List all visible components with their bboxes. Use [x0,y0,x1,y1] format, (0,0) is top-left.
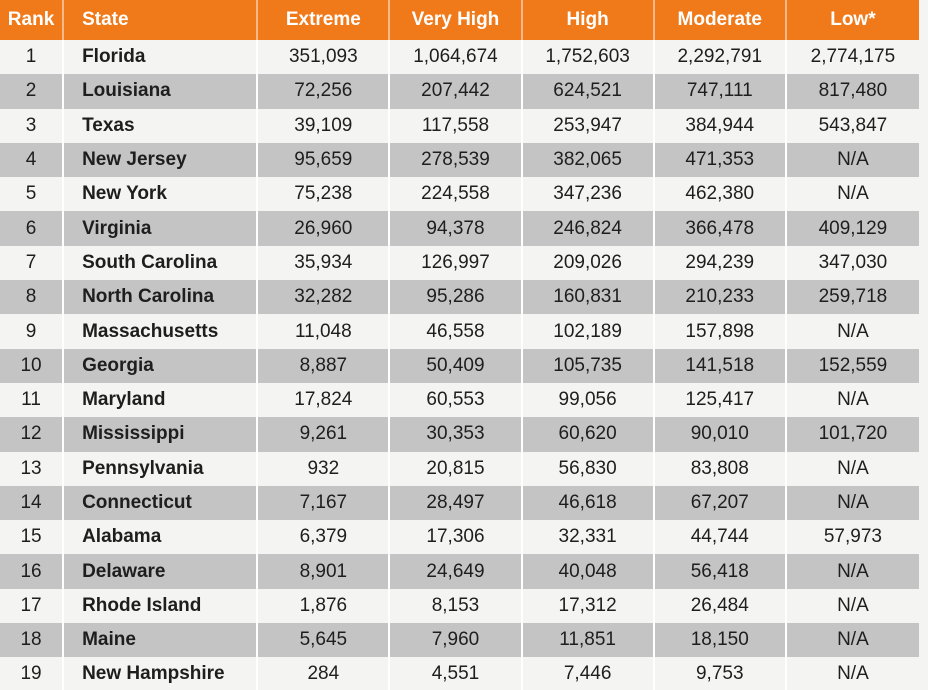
cell-extreme: 39,109 [258,109,390,143]
cell-state: Connecticut [64,486,258,520]
cell-state: Louisiana [64,74,258,108]
cell-high: 382,065 [523,143,655,177]
cell-very-high: 1,064,674 [390,40,522,74]
cell-high: 46,618 [523,486,655,520]
cell-extreme: 5,645 [258,623,390,657]
cell-high: 1,752,603 [523,40,655,74]
cell-high: 32,331 [523,520,655,554]
cell-rank: 11 [0,383,64,417]
cell-low: N/A [787,177,919,211]
cell-state: New Jersey [64,143,258,177]
cell-moderate: 44,744 [655,520,787,554]
cell-moderate: 210,233 [655,280,787,314]
cell-extreme: 7,167 [258,486,390,520]
header-moderate: Moderate [655,0,787,40]
header-low: Low* [787,0,919,40]
header-row [0,0,919,40]
cell-low: N/A [787,589,919,623]
header-very-high: Very High [390,0,522,40]
cell-very-high: 60,553 [390,383,522,417]
cell-moderate: 9,753 [655,657,787,690]
cell-extreme: 75,238 [258,177,390,211]
cell-high: 17,312 [523,589,655,623]
cell-high: 209,026 [523,246,655,280]
cell-low: N/A [787,657,919,690]
cell-rank: 1 [0,40,64,74]
cell-state: Georgia [64,349,258,383]
cell-state: Texas [64,109,258,143]
table-row [0,383,919,417]
table-row [0,246,919,280]
cell-very-high: 20,815 [390,452,522,486]
cell-very-high: 17,306 [390,520,522,554]
cell-rank: 8 [0,280,64,314]
cell-extreme: 72,256 [258,74,390,108]
table-row [0,143,919,177]
cell-high: 624,521 [523,74,655,108]
cell-moderate: 747,111 [655,74,787,108]
cell-very-high: 95,286 [390,280,522,314]
cell-very-high: 94,378 [390,211,522,245]
cell-low: 101,720 [787,417,919,451]
cell-moderate: 90,010 [655,417,787,451]
cell-state: New Hampshire [64,657,258,690]
cell-moderate: 18,150 [655,623,787,657]
table-row [0,40,919,74]
cell-extreme: 95,659 [258,143,390,177]
cell-state: Alabama [64,520,258,554]
cell-moderate: 462,380 [655,177,787,211]
cell-rank: 7 [0,246,64,280]
cell-extreme: 17,824 [258,383,390,417]
table-row [0,623,919,657]
cell-low: 409,129 [787,211,919,245]
cell-rank: 4 [0,143,64,177]
cell-high: 56,830 [523,452,655,486]
cell-low: N/A [787,383,919,417]
cell-extreme: 26,960 [258,211,390,245]
cell-extreme: 9,261 [258,417,390,451]
cell-very-high: 24,649 [390,554,522,588]
cell-extreme: 8,901 [258,554,390,588]
cell-low: N/A [787,452,919,486]
cell-extreme: 11,048 [258,314,390,348]
cell-state: Maine [64,623,258,657]
cell-low: 817,480 [787,74,919,108]
table-row [0,486,919,520]
cell-extreme: 284 [258,657,390,690]
cell-very-high: 30,353 [390,417,522,451]
cell-moderate: 366,478 [655,211,787,245]
cell-high: 7,446 [523,657,655,690]
cell-moderate: 157,898 [655,314,787,348]
cell-high: 160,831 [523,280,655,314]
cell-very-high: 28,497 [390,486,522,520]
cell-moderate: 26,484 [655,589,787,623]
cell-high: 246,824 [523,211,655,245]
cell-low: N/A [787,314,919,348]
cell-extreme: 35,934 [258,246,390,280]
cell-state: South Carolina [64,246,258,280]
cell-very-high: 46,558 [390,314,522,348]
cell-state: Maryland [64,383,258,417]
cell-extreme: 6,379 [258,520,390,554]
cell-rank: 9 [0,314,64,348]
cell-moderate: 141,518 [655,349,787,383]
cell-rank: 2 [0,74,64,108]
cell-moderate: 471,353 [655,143,787,177]
table-row [0,554,919,588]
cell-extreme: 351,093 [258,40,390,74]
cell-very-high: 278,539 [390,143,522,177]
cell-extreme: 8,887 [258,349,390,383]
cell-moderate: 125,417 [655,383,787,417]
cell-state: Delaware [64,554,258,588]
table-row [0,211,919,245]
cell-high: 60,620 [523,417,655,451]
cell-rank: 15 [0,520,64,554]
cell-very-high: 224,558 [390,177,522,211]
table-row [0,74,919,108]
cell-moderate: 67,207 [655,486,787,520]
cell-very-high: 207,442 [390,74,522,108]
cell-high: 253,947 [523,109,655,143]
cell-very-high: 50,409 [390,349,522,383]
cell-state: New York [64,177,258,211]
table-row [0,314,919,348]
cell-low: N/A [787,486,919,520]
cell-state: Rhode Island [64,589,258,623]
cell-state: Florida [64,40,258,74]
cell-rank: 12 [0,417,64,451]
cell-extreme: 932 [258,452,390,486]
cell-low: 543,847 [787,109,919,143]
cell-low: 152,559 [787,349,919,383]
cell-low: 259,718 [787,280,919,314]
header-state: State [64,0,258,40]
table-row [0,349,919,383]
cell-rank: 10 [0,349,64,383]
cell-low: 57,973 [787,520,919,554]
cell-rank: 5 [0,177,64,211]
cell-rank: 13 [0,452,64,486]
cell-high: 99,056 [523,383,655,417]
cell-moderate: 83,808 [655,452,787,486]
cell-state: Mississippi [64,417,258,451]
cell-low: N/A [787,554,919,588]
cell-state: Virginia [64,211,258,245]
table-body [0,40,919,690]
cell-extreme: 1,876 [258,589,390,623]
table-row [0,177,919,211]
cell-moderate: 56,418 [655,554,787,588]
cell-very-high: 117,558 [390,109,522,143]
cell-high: 347,236 [523,177,655,211]
table-row [0,280,919,314]
cell-moderate: 294,239 [655,246,787,280]
cell-low: N/A [787,623,919,657]
cell-rank: 17 [0,589,64,623]
cell-moderate: 384,944 [655,109,787,143]
cell-rank: 6 [0,211,64,245]
cell-moderate: 2,292,791 [655,40,787,74]
cell-state: Massachusetts [64,314,258,348]
table-row [0,109,919,143]
cell-extreme: 32,282 [258,280,390,314]
cell-low: 347,030 [787,246,919,280]
cell-very-high: 126,997 [390,246,522,280]
cell-rank: 14 [0,486,64,520]
cell-high: 40,048 [523,554,655,588]
table-row [0,589,919,623]
cell-very-high: 7,960 [390,623,522,657]
table-row [0,417,919,451]
cell-high: 105,735 [523,349,655,383]
cell-state: Pennsylvania [64,452,258,486]
cell-high: 11,851 [523,623,655,657]
header-rank: Rank [0,0,64,40]
header-high: High [523,0,655,40]
cell-low: 2,774,175 [787,40,919,74]
header-extreme: Extreme [258,0,390,40]
cell-low: N/A [787,143,919,177]
cell-high: 102,189 [523,314,655,348]
table-row [0,657,919,690]
table-row [0,452,919,486]
table-header [0,0,919,40]
table-row [0,520,919,554]
cell-rank: 19 [0,657,64,690]
cell-very-high: 8,153 [390,589,522,623]
cell-rank: 16 [0,554,64,588]
cell-rank: 18 [0,623,64,657]
cell-state: North Carolina [64,280,258,314]
cell-rank: 3 [0,109,64,143]
cell-very-high: 4,551 [390,657,522,690]
